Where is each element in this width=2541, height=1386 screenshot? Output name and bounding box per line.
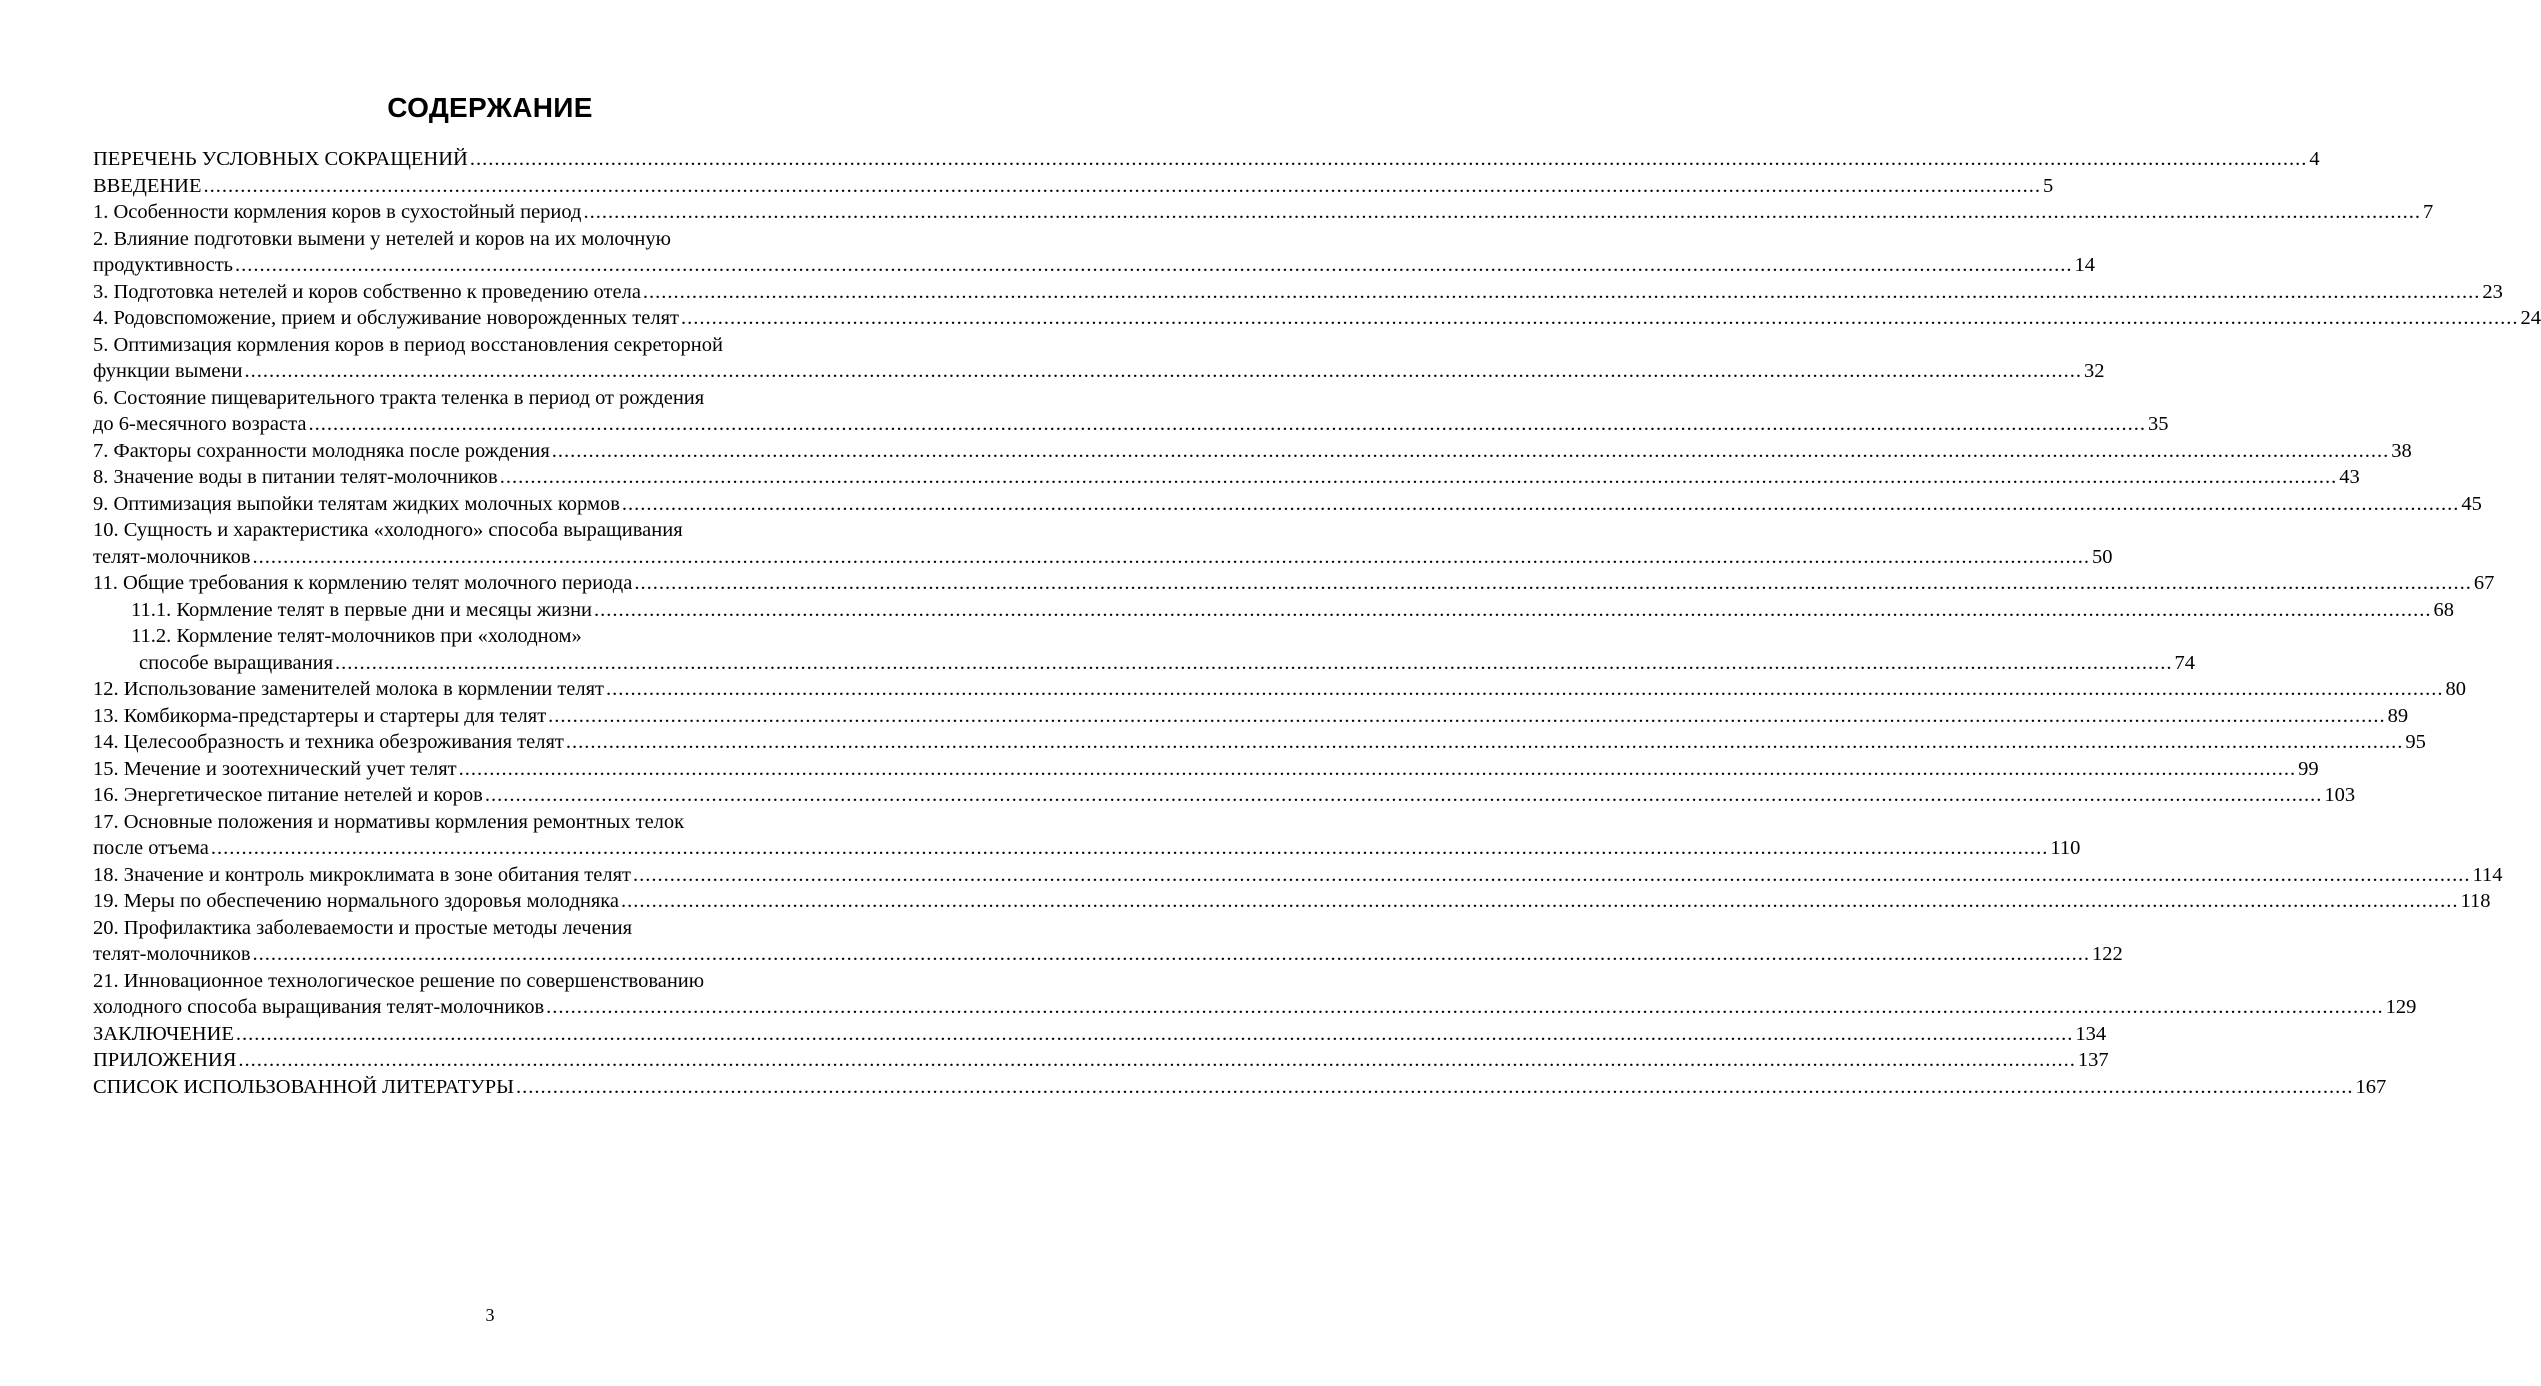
toc-entry-page: 67 (2473, 572, 2495, 594)
toc-entry-title: способе выращивания (139, 651, 333, 674)
toc-entry-title: ПРИЛОЖЕНИЯ (93, 1049, 237, 1071)
toc-entry[interactable] (93, 173, 2054, 200)
toc-entry-title: телят-молочников (93, 943, 251, 965)
dot-leader: ............................................................................................................................................................................................................................................................................................................ (458, 757, 2297, 780)
toc-entry-page: 167 (2355, 1075, 2387, 1098)
toc-entry-title: 2. Влияние подготовки вымени у нетелей и коров на их молочную (93, 227, 671, 250)
toc-entry-page: 118 (2460, 890, 2491, 912)
dot-leader: ............................................................................................................................................................................................................................................................................................................ (621, 492, 2460, 515)
toc-entry-title: 17. Основные положения и нормативы кормления ремонтных телок (93, 810, 685, 833)
toc-entry[interactable] (93, 305, 2541, 332)
dot-leader: ............................................................................................................................................................................................................................................................................................................ (515, 1075, 2354, 1098)
dot-leader: ............................................................................................................................................................................................................................................................................................................ (499, 466, 2338, 488)
dot-leader: ............................................................................................................................................................................................................................................................................................................ (546, 996, 2384, 1018)
toc-entry-page: 114 (2472, 863, 2503, 886)
toc-entry-title: продуктивность (93, 254, 233, 276)
toc-entry-title: 4. Родовспоможение, прием и обслуживание новорожденных телят (93, 307, 679, 329)
toc-entry[interactable] (93, 199, 2434, 226)
toc-entry[interactable] (93, 1047, 2109, 1074)
toc-entry-page: 134 (2075, 1022, 2107, 1045)
toc-entry[interactable] (93, 968, 2417, 1021)
toc-entry-title: ВВЕДЕНИЕ (93, 174, 202, 197)
toc-entry-page: 103 (2324, 784, 2356, 806)
toc-entry-title: 11.2. Кормление телят-молочников при «холодном» (131, 625, 582, 647)
dot-leader: ............................................................................................................................................................................................................................................................................................................ (235, 1022, 2074, 1045)
dot-leader: ............................................................................................................................................................................................................................................................................................................ (606, 678, 2444, 700)
dot-leader: ............................................................................................................................................................................................................................................................................................................ (252, 943, 2091, 965)
toc-entry-page: 35 (2147, 413, 2169, 435)
dot-leader: ............................................................................................................................................................................................................................................................................................................ (632, 863, 2471, 886)
toc-entry-title: 11.1. Кормление телят в первые дни и месяцы жизни (131, 598, 593, 621)
table-of-contents (93, 146, 2541, 1100)
toc-entry-page: 89 (2387, 704, 2409, 727)
toc-entry-page: 95 (2405, 731, 2426, 753)
toc-entry-title: 6. Состояние пищеварительного тракта теленка в период от рождения (93, 386, 705, 409)
toc-entry[interactable] (93, 888, 2491, 915)
toc-entry[interactable] (93, 438, 2412, 465)
toc-entry-title: 7. Факторы сохранности молодняка после рождения (93, 439, 550, 462)
toc-entry-page: 129 (2385, 996, 2417, 1018)
toc-entry-title: 8. Значение воды в питании телят-молочников (93, 466, 498, 488)
dot-leader: ............................................................................................................................................................................................................................................................................................................ (548, 704, 2386, 727)
toc-entry-page: 45 (2461, 492, 2482, 515)
toc-entry-title: 11. Общие требования к кормлению телят молочного периода (93, 572, 633, 594)
toc-entry-title: 15. Мечение и зоотехнический учет телят (93, 757, 457, 780)
toc-entry-title: 3. Подготовка нетелей и коров собственно к проведению отела (93, 280, 641, 303)
dot-leader: ............................................................................................................................................................................................................................................................................................................ (680, 307, 2519, 329)
toc-entry[interactable] (93, 729, 2426, 756)
toc-entry-title: 20. Профилактика заболеваемости и простые методы лечения (93, 916, 633, 939)
toc-entry[interactable] (93, 570, 2495, 597)
toc-entry[interactable] (93, 597, 2455, 624)
toc-entry-page: 99 (2298, 757, 2319, 780)
toc-entry-page: 5 (2043, 174, 2054, 197)
page-number: 3 (485, 1305, 495, 1325)
toc-entry[interactable] (93, 862, 2503, 889)
toc-entry-page: 110 (2050, 837, 2081, 859)
toc-entry-page: 14 (2074, 254, 2095, 276)
toc-entry-title: функции вымени (93, 360, 243, 382)
dot-leader: ............................................................................................................................................................................................................................................................................................................ (551, 439, 2390, 462)
toc-entry-title: 18. Значение и контроль микроклимата в зоне обитания телят (93, 863, 631, 886)
toc-entry-page: 74 (2174, 651, 2195, 674)
toc-entry-page: 38 (2391, 439, 2412, 462)
toc-entry-title: после отъема (93, 837, 209, 859)
dot-leader: ............................................................................................................................................................................................................................................................................................................ (235, 254, 2073, 276)
toc-entry-title: 5. Оптимизация кормления коров в период восстановления секреторной (93, 333, 723, 356)
dot-leader: ............................................................................................................................................................................................................................................................................................................ (335, 651, 2173, 674)
toc-entry-title: ЗАКЛЮЧЕНИЕ (93, 1022, 234, 1045)
toc-entry[interactable] (93, 623, 2195, 676)
toc-entry[interactable] (93, 782, 2356, 809)
dot-leader: ............................................................................................................................................................................................................................................................................................................ (308, 413, 2146, 435)
toc-entry[interactable] (93, 1074, 2387, 1101)
dot-leader: ............................................................................................................................................................................................................................................................................................................ (594, 598, 2432, 621)
page-title: СОДЕРЖАНИЕ (387, 92, 593, 123)
dot-leader: ............................................................................................................................................................................................................................................................................................................ (642, 280, 2481, 303)
toc-entry-page: 80 (2445, 678, 2467, 700)
toc-entry-page: 7 (2423, 201, 2434, 223)
toc-entry-page: 23 (2482, 280, 2503, 303)
toc-entry-title: 21. Инновационное технологическое решение по совершенствованию (93, 969, 705, 992)
dot-leader: ............................................................................................................................................................................................................................................................................................................ (583, 201, 2421, 223)
toc-entry[interactable] (93, 332, 2105, 385)
toc-entry-title: 19. Меры по обеспечению нормального здоровья молодняка (93, 890, 620, 912)
dot-leader: ............................................................................................................................................................................................................................................................................................................ (252, 545, 2091, 568)
toc-entry[interactable] (93, 491, 2482, 518)
toc-entry-title: телят-молочников (93, 545, 251, 568)
toc-entry[interactable] (93, 676, 2467, 703)
dot-leader: ............................................................................................................................................................................................................................................................................................................ (565, 731, 2404, 753)
toc-entry-page: 4 (2309, 148, 2320, 170)
toc-entry-title: 16. Энергетическое питание нетелей и коров (93, 784, 483, 806)
toc-entry-title: 12. Использование заменителей молока в кормлении телят (93, 678, 605, 700)
toc-entry-title: ПЕРЕЧЕНЬ УСЛОВНЫХ СОКРАЩЕНИЙ (93, 148, 468, 170)
toc-entry[interactable] (93, 226, 2095, 279)
toc-entry[interactable] (93, 517, 2113, 570)
toc-entry[interactable] (93, 1021, 2107, 1048)
dot-leader: ............................................................................................................................................................................................................................................................................................................ (210, 837, 2049, 859)
toc-entry[interactable] (93, 809, 2081, 862)
toc-entry-title: холодного способа выращивания телят-молочников (93, 996, 545, 1018)
toc-entry-page: 137 (2077, 1049, 2109, 1071)
dot-leader: ............................................................................................................................................................................................................................................................................................................ (203, 174, 2042, 197)
toc-entry[interactable] (93, 279, 2503, 306)
toc-entry[interactable] (93, 756, 2319, 783)
dot-leader: ............................................................................................................................................................................................................................................................................................................ (634, 572, 2472, 594)
toc-entry-title: 9. Оптимизация выпойки телятам жидких молочных кормов (93, 492, 620, 515)
toc-entry[interactable] (93, 915, 2123, 968)
toc-entry[interactable] (93, 146, 2320, 173)
toc-entry-title: 14. Целесообразность и техника обезроживания телят (93, 731, 564, 753)
toc-entry[interactable] (93, 464, 2360, 491)
toc-entry[interactable] (93, 385, 2169, 438)
toc-entry-title: 10. Сущность и характеристика «холодного» способа выращивания (93, 519, 683, 541)
toc-entry-page: 24 (2520, 307, 2541, 329)
toc-entry[interactable] (93, 703, 2409, 730)
dot-leader: ............................................................................................................................................................................................................................................................................................................ (244, 360, 2082, 382)
dot-leader: ............................................................................................................................................................................................................................................................................................................ (238, 1049, 2076, 1071)
dot-leader: ............................................................................................................................................................................................................................................................................................................ (621, 890, 2459, 912)
dot-leader: ............................................................................................................................................................................................................................................................................................................ (484, 784, 2323, 806)
toc-entry-page: 68 (2433, 598, 2455, 621)
toc-entry-title: 13. Комбикорма-предстартеры и стартеры для телят (93, 704, 547, 727)
toc-entry-page: 32 (2083, 360, 2105, 382)
dot-leader: ............................................................................................................................................................................................................................................................................................................ (469, 148, 2308, 170)
toc-entry-page: 50 (2092, 545, 2113, 568)
toc-entry-title: до 6-месячного возраста (93, 413, 307, 435)
toc-entry-page: 122 (2092, 943, 2123, 965)
toc-entry-title: 1. Особенности кормления коров в сухостойный период (93, 201, 582, 223)
toc-entry-title: СПИСОК ИСПОЛЬЗОВАННОЙ ЛИТЕРАТУРЫ (93, 1075, 514, 1098)
toc-entry-page: 43 (2339, 466, 2360, 488)
